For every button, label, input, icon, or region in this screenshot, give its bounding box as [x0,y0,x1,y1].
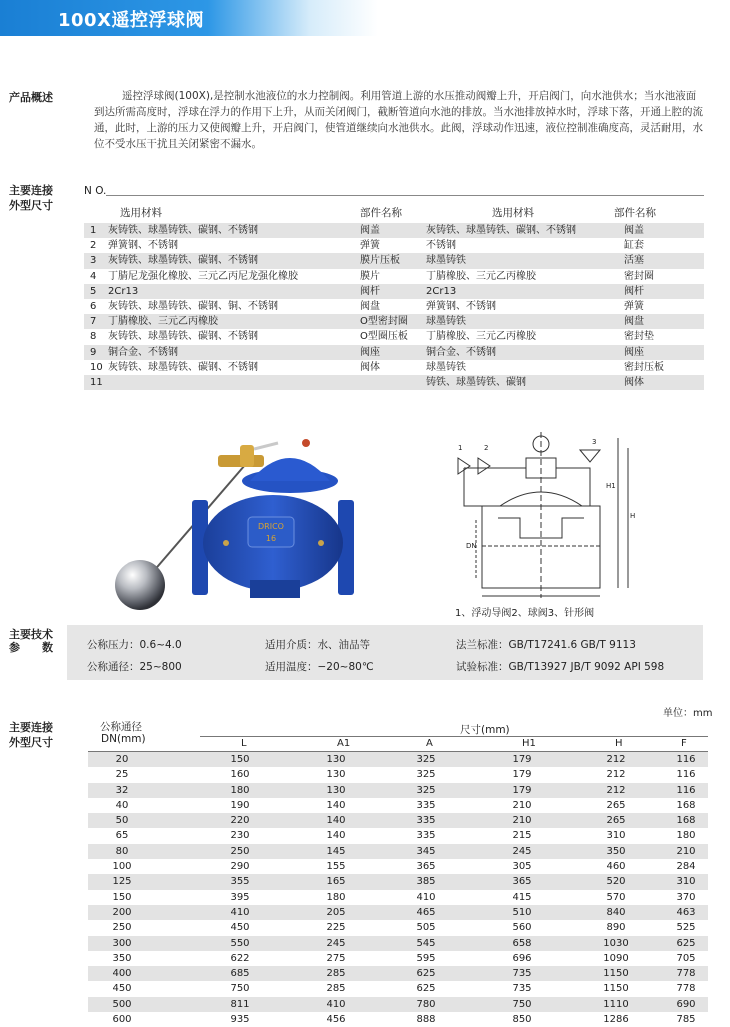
dimension-cell: 750 [230,983,250,995]
dimension-cell: 410 [326,998,346,1010]
dimension-row [88,920,708,935]
dimension-cell: 245 [512,845,532,857]
dimension-cell: 888 [416,1014,436,1026]
title-banner [0,0,378,36]
materials-cell-m1: 灰铸铁、球墨铸铁、碳钢、不锈钢 [108,331,258,343]
dimensions-label-1: 主要连接 [9,721,53,734]
dimension-cell: 305 [512,861,532,873]
valve-base [250,580,300,598]
dimension-cell: 212 [606,769,626,781]
dimension-cell: 40 [115,799,129,811]
dimension-cell: 400 [112,968,132,980]
materials-label-2: 外型尺寸 [9,199,53,212]
dimension-cell: 116 [676,754,696,765]
materials-cell-no: 10 [90,361,103,373]
drawing-label-dn: DN [466,542,477,550]
dimension-cell: 500 [112,998,132,1010]
dimension-cell: 410 [416,891,436,903]
param-diameter: 公称通径：25~800 [87,661,182,673]
materials-cell-m2: 不锈钢 [426,240,456,252]
materials-cell-p2: 缸套 [624,240,644,252]
dimension-cell: 450 [112,983,132,995]
dimension-cell: 210 [676,845,696,857]
dimension-cell: 300 [112,937,132,949]
dimension-cell: 450 [230,922,250,934]
materials-cell-no: 9 [90,346,97,358]
dimension-cell: 550 [230,937,250,949]
dimension-cell: 130 [326,769,346,781]
materials-cell-p1: 膜片压板 [360,255,400,267]
drawing-label-1: 1 [458,444,463,452]
dimension-cell: 690 [676,998,696,1010]
dimension-cell: 1090 [603,952,629,964]
dn-header-1: 公称通径 [100,721,142,733]
dimension-cell: 116 [676,769,696,781]
col-a1: A1 [337,738,351,749]
dimension-cell: 179 [512,754,532,765]
materials-cell-m2: 铜合金、不锈钢 [426,346,496,358]
dimension-cell: 545 [416,937,436,949]
header-part-2: 部件名称 [614,207,656,219]
materials-rows [84,223,704,390]
dimension-cell: 560 [512,922,532,934]
dimension-row [88,844,708,859]
dimension-row [88,936,708,951]
header-material-2: 选用材料 [492,207,534,219]
float-ball [115,560,165,610]
dimension-cell: 250 [230,845,250,857]
dimension-cell: 20 [115,754,129,765]
materials-cell-m2: 弹簧钢、不锈钢 [426,300,496,312]
dimension-cell: 410 [230,906,250,918]
dimension-cell: 179 [512,784,532,796]
materials-row [84,314,704,329]
dimension-cell: 415 [512,891,532,903]
no-header: N O. [84,185,107,197]
dimension-cell: 65 [115,830,129,842]
col-l: L [241,738,247,749]
dimension-cell: 335 [416,830,436,842]
overview-label: 产品概述 [9,91,53,104]
dimension-cell: 780 [416,998,436,1010]
materials-cell-p1: 阀盘 [360,300,380,312]
page-title: 100X遥控浮球阀 [58,10,204,31]
dimension-cell: 245 [326,937,346,949]
dimension-cell: 1030 [603,937,629,949]
dimension-cell: 230 [230,830,250,842]
materials-cell-p1: 阀盖 [360,225,380,236]
dimension-cell: 345 [416,845,436,857]
dimension-cell: 510 [512,906,532,918]
dimension-cell: 180 [326,891,346,903]
dimension-row [88,951,708,966]
header-material-1: 选用材料 [120,207,162,219]
param-pressure: 公称压力：0.6~4.0 [87,639,182,651]
materials-cell-m2: 球墨铸铁 [426,255,466,267]
dimension-cell: 1286 [603,1014,629,1026]
materials-cell-p1: 弹簧 [360,240,380,252]
dimension-cell: 520 [606,876,626,888]
materials-cell-p1: 阀体 [360,361,380,373]
dimension-cell: 284 [676,861,696,873]
nameplate-rating: 16 [265,534,277,543]
dimension-cell: 570 [606,891,626,903]
dimension-cell: 265 [606,815,626,827]
materials-row [84,360,704,375]
dimension-row [88,1012,708,1027]
dimension-cell: 200 [112,906,132,918]
dimension-rows [88,752,708,1027]
drawing-caption: 1、浮动导阀2、球阀3、针形阀 [455,608,595,619]
size-header: 尺寸(mm) [460,724,510,736]
dimension-cell: 125 [112,876,132,888]
dimension-cell: 335 [416,799,436,811]
dimension-cell: 150 [112,891,132,903]
dimension-cell: 100 [112,861,132,873]
dimension-cell: 1110 [603,998,629,1010]
header-part-1: 部件名称 [360,207,402,219]
drawing-label-h1: H1 [606,482,616,490]
unit-label: 单位：mm [663,708,713,719]
dimension-cell: 140 [326,830,346,842]
materials-row [84,253,704,268]
param-medium: 适用介质：水、油品等 [265,639,370,651]
materials-cell-m2: 球墨铸铁 [426,316,466,328]
dimension-cell: 179 [512,769,532,781]
materials-cell-no: 6 [90,300,97,312]
param-flange: 法兰标准：GB/T17241.6 GB/T 9113 [456,639,636,651]
dimension-cell: 215 [512,830,532,842]
dimension-cell: 365 [416,861,436,873]
materials-row [84,329,704,344]
materials-row [84,223,704,238]
dimension-cell: 696 [512,952,532,964]
materials-cell-no: 2 [90,240,97,252]
dimension-row [88,905,708,920]
dimension-cell: 600 [112,1014,132,1026]
dimension-cell: 335 [416,815,436,827]
dimension-cell: 25 [115,769,129,781]
dimension-cell: 840 [606,906,626,918]
materials-cell-p2: 阀盘 [624,316,644,328]
dimension-cell: 460 [606,861,626,873]
dimension-cell: 595 [416,952,436,964]
tech-label-2: 参 数 [9,641,53,654]
col-a: A [426,738,433,749]
materials-cell-p2: 密封垫 [624,331,654,343]
materials-cell-m2: 丁腈橡胶、三元乙丙橡胶 [426,270,536,282]
dimension-cell: 325 [416,754,436,765]
dimension-row [88,966,708,981]
dimension-cell: 168 [676,799,696,811]
materials-cell-p1: 膜片 [360,270,380,282]
materials-cell-m1: 2Cr13 [108,285,139,297]
materials-cell-p2: 阀体 [624,376,644,388]
materials-row [84,345,704,360]
dn-header-2: DN(mm) [101,733,146,745]
dimension-cell: 285 [326,968,346,980]
dimension-cell: 212 [606,754,626,765]
dimension-columns [0,738,730,750]
drawing-label-h: H [630,512,636,520]
materials-cell-m2: 灰铸铁、球墨铸铁、碳钢、不锈钢 [426,225,576,236]
tech-label-1: 主要技术 [9,628,53,641]
dimension-cell: 625 [676,937,696,949]
dimension-cell: 1150 [603,983,629,995]
nameplate-brand: DRICO [258,522,284,531]
dimension-cell: 778 [676,968,696,980]
dimension-cell: 275 [326,952,346,964]
materials-cell-m1: 弹簧钢、不锈钢 [108,240,178,252]
drawing-label-3: 3 [592,438,597,446]
dimension-cell: 325 [416,769,436,781]
dimension-cell: 850 [512,1014,532,1026]
dimension-cell: 350 [606,845,626,857]
dimension-cell: 32 [115,784,129,796]
dimension-cell: 525 [676,922,696,934]
dimension-cell: 160 [230,769,250,781]
param-test: 试验标准：GB/T13927 JB/T 9092 API 598 [456,661,665,673]
dimension-cell: 385 [416,876,436,888]
materials-cell-p2: 阀座 [624,346,644,358]
dimension-cell: 325 [416,784,436,796]
materials-row [84,299,704,314]
dimension-row [88,752,708,767]
dimension-cell: 370 [676,891,696,903]
dimension-row [88,981,708,996]
dimension-cell: 155 [326,861,346,873]
dimension-cell: 622 [230,952,250,964]
dimension-row [88,783,708,798]
tech-params [67,625,703,680]
valve-drawing [440,428,640,603]
col-h: H [615,738,623,749]
materials-cell-m1: 丁腈尼龙强化橡胶、三元乙丙尼龙强化橡胶 [108,270,298,282]
dimension-row [88,874,708,889]
dimension-cell: 130 [326,754,346,765]
dimension-cell: 750 [512,998,532,1010]
dimension-cell: 165 [326,876,346,888]
materials-cell-m1: 灰铸铁、球墨铸铁、碳钢、铜、不锈钢 [108,300,278,312]
dimension-cell: 50 [115,815,129,827]
dimension-cell: 145 [326,845,346,857]
dimension-cell: 811 [230,998,250,1010]
materials-row [84,375,704,390]
dimension-cell: 130 [326,784,346,796]
dimension-cell: 140 [326,815,346,827]
materials-cell-p2: 弹簧 [624,300,644,312]
no-header-rule [106,195,704,196]
materials-cell-m1: 灰铸铁、球墨铸铁、碳钢、不锈钢 [108,361,258,373]
materials-cell-m2: 铸铁、球墨铸铁、碳钢 [426,376,526,388]
dimension-cell: 210 [512,799,532,811]
dimension-cell: 705 [676,952,696,964]
dimension-cell: 116 [676,784,696,796]
dimension-cell: 365 [512,876,532,888]
materials-cell-p2: 密封压板 [624,361,664,373]
col-f: F [681,738,687,749]
materials-row [84,284,704,299]
materials-cell-no: 11 [90,376,103,388]
dimension-cell: 190 [230,799,250,811]
dimension-cell: 180 [230,784,250,796]
dimension-row [88,813,708,828]
materials-cell-no: 8 [90,331,97,343]
dimension-row [88,997,708,1012]
dimension-row [88,767,708,782]
materials-cell-p1: 阀杆 [360,285,380,297]
valve-photo [100,425,380,620]
param-temp: 适用温度：−20~80℃ [265,661,374,673]
materials-cell-p2: 密封圈 [624,270,654,282]
dimension-cell: 140 [326,799,346,811]
dimension-cell: 505 [416,922,436,934]
dimension-cell: 80 [115,845,129,857]
drawing-label-2: 2 [484,444,489,452]
dimension-cell: 355 [230,876,250,888]
col-h1: H1 [522,738,536,749]
dimension-cell: 225 [326,922,346,934]
materials-cell-p1: 阀座 [360,346,380,358]
dimension-cell: 785 [676,1014,696,1026]
materials-cell-m2: 2Cr13 [426,285,457,297]
materials-header-row [84,205,704,221]
materials-cell-m2: 丁腈橡胶、三元乙丙橡胶 [426,331,536,343]
materials-row [84,238,704,253]
dimension-cell: 735 [512,968,532,980]
dimension-cell: 212 [606,784,626,796]
dimension-row [88,859,708,874]
dimension-cell: 778 [676,983,696,995]
dimension-row [88,828,708,843]
materials-cell-no: 3 [90,255,97,267]
overview-text: 遥控浮球阀(100X),是控制水池液位的水力控制阀。利用管道上游的水压推动阀瓣上升，开启阀门，向水池供水；当水池液面到达所需高度时，浮球在浮力的作用下上升，从而关闭阀门，截断管道向水池的排放。当水池排放掉水时，浮球下落，开通上腔的流通，此时，上游的压力又使阀瓣上升，开启阀门，使管道继续向水池供水。此阀，浮球动作迅速，液位控制准确度高，灵活耐用，水位不受水压干扰且关闭紧密不漏水。 [94,90,703,150]
materials-row [84,269,704,284]
dimension-cell: 395 [230,891,250,903]
dimension-cell: 735 [512,983,532,995]
materials-cell-no: 5 [90,285,97,297]
materials-cell-no: 4 [90,270,97,282]
dimension-cell: 210 [512,815,532,827]
materials-cell-m1: 丁腈橡胶、三元乙丙橡胶 [108,316,218,328]
materials-label-1: 主要连接 [9,184,53,197]
dimension-cell: 290 [230,861,250,873]
materials-cell-p1: O型密封圈 [360,316,408,328]
dimension-row [88,890,708,905]
dimension-cell: 890 [606,922,626,934]
dimension-cell: 265 [606,799,626,811]
dimension-cell: 285 [326,983,346,995]
dimension-cell: 310 [676,876,696,888]
dimensions-label-2: 外型尺寸 [9,736,53,749]
dimension-cell: 168 [676,815,696,827]
dimension-cell: 310 [606,830,626,842]
dimension-cell: 465 [416,906,436,918]
materials-cell-no: 1 [90,225,97,236]
dimension-cell: 1150 [603,968,629,980]
materials-cell-p2: 活塞 [624,255,644,267]
materials-cell-p2: 阀杆 [624,285,644,297]
dimension-cell: 350 [112,952,132,964]
materials-cell-p2: 阀盖 [624,225,644,236]
materials-cell-m1: 灰铸铁、球墨铸铁、碳钢、不锈钢 [108,255,258,267]
materials-cell-p1: O型圈压板 [360,331,408,343]
dimension-cell: 625 [416,968,436,980]
materials-cell-no: 7 [90,316,97,328]
dimension-cell: 625 [416,983,436,995]
materials-cell-m1: 灰铸铁、球墨铸铁、碳钢、不锈钢 [108,225,258,236]
dimension-cell: 935 [230,1014,250,1026]
dimension-cell: 205 [326,906,346,918]
dimension-cell: 220 [230,815,250,827]
size-header-rule [200,736,708,737]
materials-cell-m1: 铜合金、不锈钢 [108,346,178,358]
dimension-row [88,798,708,813]
dimension-cell: 658 [512,937,532,949]
materials-cell-m2: 球墨铸铁 [426,361,466,373]
dimension-cell: 150 [230,754,250,765]
dimension-cell: 180 [676,830,696,842]
dimension-cell: 250 [112,922,132,934]
dimension-cell: 685 [230,968,250,980]
dimension-cell: 456 [326,1014,346,1026]
dimension-cell: 463 [676,906,696,918]
